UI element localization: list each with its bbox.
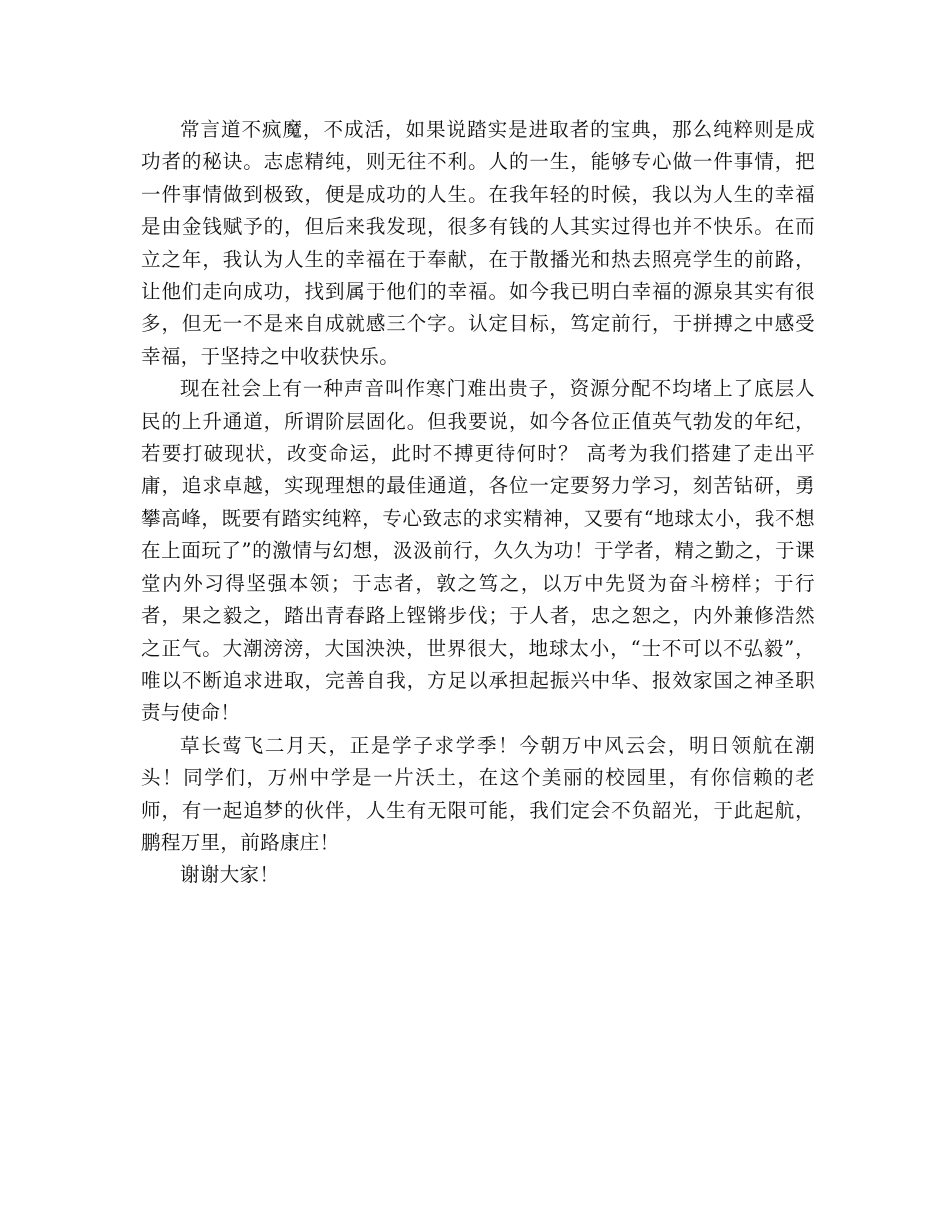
paragraph-spring-semester: 草长莺飞二月天，正是学子求学季！今朝万中风云会，明日领航在潮头！同学们，万州中学是一片沃土，在这个美丽的校园里，有你信赖的老师，有一起追梦的伙伴，人生有无限可能，我们定会不负韶光，于此起航，鹏程万里，前路康庄！ <box>141 733 815 854</box>
paragraph-break-through: 现在社会上有一种声音叫作寒门难出贵子，资源分配不均堵上了底层人民的上升通道，所谓阶层固化。但我要说，如今各位正值英气勃发的年纪，若要打破现状，改变命运，此时不搏更待何时？ 高考为我们搭建了走出平庸，追求卓越，实现理想的最佳通道，各位一定要努力学习，刻苦钻研，勇攀高峰，既要有踏实纯粹，专心致志的求实精神，又要有“地球太小，我不想在上面玩了”的激情与幻想，汲汲前行，久久为功！于学者，精之勤之，于课堂内外习得坚强本领；于志者，敦之笃之，以万中先贤为奋斗榜样；于行者，果之毅之，踏出青春路上铿锵步伐；于人者，忠之恕之，内外兼修浩然之正气。大潮滂滂，大国泱泱，世界很大，地球太小，“士不可以不弘毅”，唯以不断追求进取，完善自我，方足以承担起振兴中华、报效家国之神圣职责与使命！ <box>141 377 815 725</box>
paragraph-thanks: 谢谢大家！ <box>180 863 280 887</box>
paragraph-dedication: 常言道不疯魔，不成活，如果说踏实是进取者的宝典，那么纯粹则是成功者的秘诀。志虑精纯，则无往不利。人的一生，能够专心做一件事情，把一件事情做到极致，便是成功的人生。在我年轻的时候，我以为人生的幸福是由金钱赋予的，但后来我发现，很多有钱的人其实过得也并不快乐。在而立之年，我认为人生的幸福在于奉献，在于散播光和热去照亮学生的前路，让他们走向成功，找到属于他们的幸福。如今我已明白幸福的源泉其实有很多，但无一不是来自成就感三个字。认定目标，笃定前行，于拼搏之中感受幸福，于坚持之中收获快乐。 <box>141 118 815 368</box>
speech-body <box>141 114 815 892</box>
